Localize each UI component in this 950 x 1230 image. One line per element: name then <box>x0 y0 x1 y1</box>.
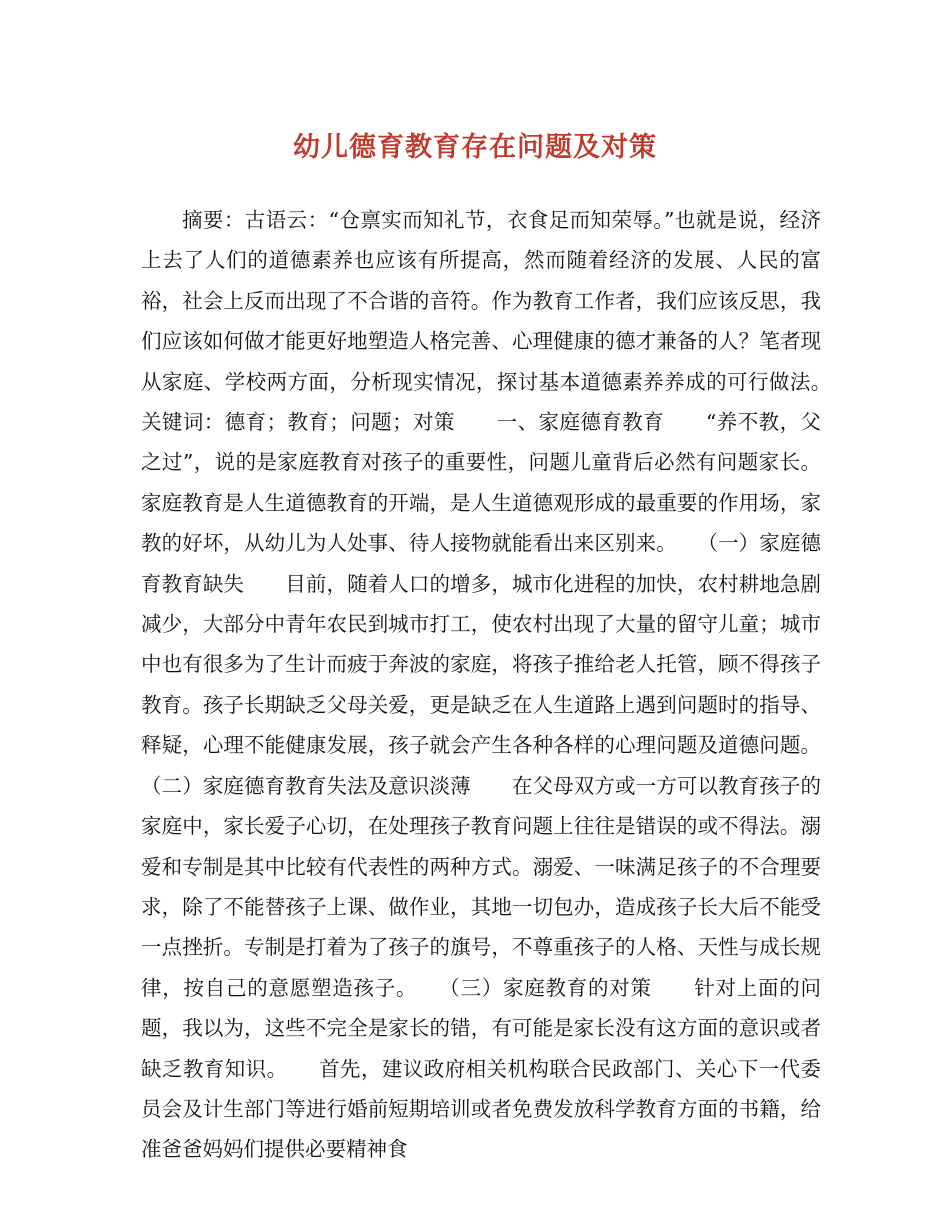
body-paragraph: 摘要：古语云：“仓禀实而知礼节，衣食足而知荣辱。”也就是说，经济上去了人们的道德素养也应该有所提高，然而随着经济的发展、人民的富裕，社会上反而出现了不合谐的音符。作为教育工作者，我们应该反思，我们应该如何做才能更好地塑造人格完善、心理健康的德才兼备的人？笔者现从家庭、学校两方面，分析现实情况，探讨基本道德素养养成的可行做法。 关键词：德育；教育；问题；对策 一、家庭德育教育 “养不教，父之过”，说的是家庭教育对孩子的重要性，问题儿童背后必然有问题家长。家庭教育是人生道德教育的开端，是人生道德观形成的最重要的作用场，家教的好坏，从幼儿为人处事、待人接物就能看出来区别来。 （一）家庭德育教育缺失 目前，随着人口的增多，城市化进程的加快，农村耕地急剧减少，大部分中青年农民到城市打工，使农村出现了大量的留守儿童；城市中也有很多为了生计而疲于奔波的家庭，将孩子推给老人托管，顾不得孩子教育。孩子长期缺乏父母关爱，更是缺乏在人生道路上遇到问题时的指导、释疑，心理不能健康发展，孩子就会产生各种各样的心理问题及道德问题。（二）家庭德育教育失法及意识淡薄 在父母双方或一方可以教育孩子的家庭中，家长爱子心切，在处理孩子教育问题上往往是错误的或不得法。溺爱和专制是其中比较有代表性的两种方式。溺爱、一味满足孩子的不合理要求，除了不能替孩子上课、做作业，其地一切包办，造成孩子长大后不能受一点挫折。专制是打着为了孩子的旗号，不尊重孩子的人格、天性与成长规律，按自己的意愿塑造孩子。 （三）家庭教育的对策 针对上面的问题，我以为，这些不完全是家长的错，有可能是家长没有这方面的意识或者缺乏教育知识。 首先，建议政府相关机构联合民政部门、关心下一代委员会及计生部门等进行婚前短期培训或者免费发放科学教育方面的书籍，给准爸爸妈妈们提供必要精神食 <box>141 208 862 1162</box>
document-title: 幼儿德育教育存在问题及对策 <box>293 132 657 163</box>
